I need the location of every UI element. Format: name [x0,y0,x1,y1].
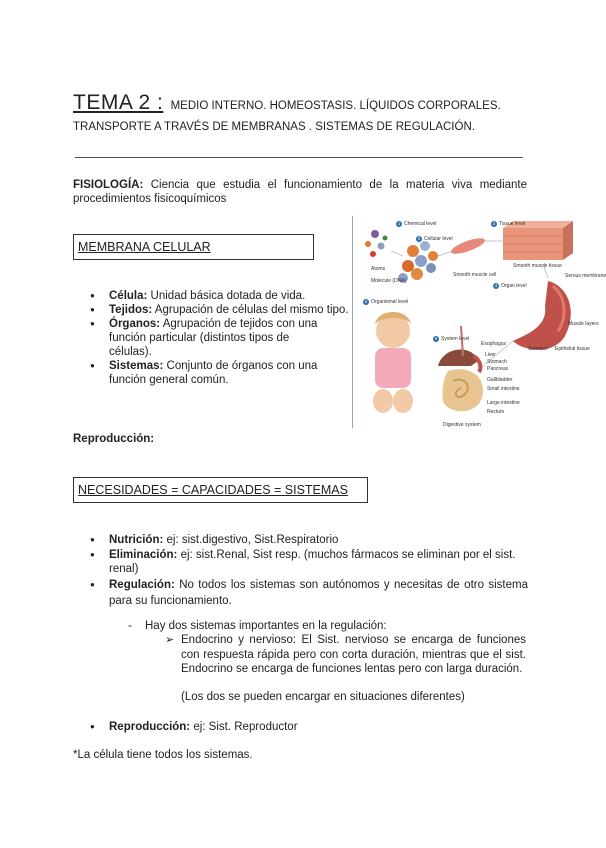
level-number: 2 [417,236,421,241]
divider [75,157,523,158]
list-item [88,303,350,317]
label-liver: Liver [485,352,496,358]
label-epithelial: Epithelial tissue [555,346,590,352]
item-term: Célula: [109,290,148,302]
item-term: Órganos: [109,318,161,330]
regulation-detail: Endocrino y nervioso: El Sist. nervioso se encarga de funciones con respuesta rápida pero con corta duración, mientras que el sist. Endocrino se encarga de funciones lentas pero con larga duración. [181,634,526,675]
label-large-intestine: Large intestine [487,400,520,406]
label-molecule: Molecule (DNA) [371,278,407,284]
item-text: Agrupación de tejidos con una función particular (distintos tipos de células). [109,318,318,358]
sub-dash: - [128,620,132,632]
label-organ: Organ level [501,283,527,289]
level-number: 5 [364,299,368,304]
footnote: *La célula tiene todos los sistemas. [73,749,253,761]
necesidades-heading-box [73,477,368,503]
label-gallbladder: Gallbladder [487,377,513,383]
page-title [73,91,543,114]
label-tissue: Tissue level [499,221,526,227]
item-text: Conjunto de órganos con una función general común. [109,360,318,386]
fisiologia-text: Ciencia que estudia el funcionamiento de la materia viva mediante procedimientos fisicoquímicos [73,179,527,205]
label-digestive: Digestive system [443,422,481,428]
label-stomach-2: Stomach [487,359,507,365]
organization-illustration [353,216,589,428]
label-chemical: Chemical level [404,221,437,227]
label-atoms: Atoms [371,266,386,272]
level-number: 6 [434,336,438,341]
title-number: TEMA 2 : [73,91,164,114]
item-term: Regulación: [109,579,175,591]
list-item [88,720,528,734]
list-item [88,289,350,303]
title-line-1: MEDIO INTERNO. HOMEOSTASIS. LÍQUIDOS CORPORALES. [170,100,501,112]
item-text: ej: sist.digestivo, Sist.Respiratorio [166,534,339,546]
label-smooth-tissue: Smooth muscle tissue [513,263,562,269]
item-term: Sistemas: [109,360,164,372]
membrana-heading: MEMBRANA CELULAR [78,240,211,254]
label-cellular: Cellular level [424,236,453,242]
regulation-note: (Los dos se pueden encargar en situaciones diferentes) [181,691,465,703]
level-number: 3 [492,221,496,226]
necesidades-heading: NECESIDADES = CAPACIDADES = SISTEMAS [78,483,348,497]
label-system: System level [441,336,470,342]
label-smooth-cell: Smooth muscle cell [453,272,497,278]
item-text: Unidad básica dotada de vida. [150,290,306,302]
arrow-bullet: ➢ [165,634,175,646]
regulation-intro: Hay dos sistemas importantes en la regulación: [145,620,387,632]
label-serous: Serous membrane [565,273,606,279]
item-term: Tejidos: [109,304,153,316]
label-muscle: Muscle layers [568,321,599,327]
fisiologia-term: FISIOLOGÍA: [73,179,144,191]
item-text: Agrupación de células del mismo tipo. [154,304,349,316]
reproduccion-list [88,720,528,734]
item-text: No todos los sistemas son autónomos y necesitas de otro sistema para su funcionamiento. [109,579,528,607]
list-item [88,548,528,576]
label-stomach: Stomach [528,346,548,352]
necesidades-list [88,533,528,609]
label-pancreas: Pancreas [487,366,509,372]
membrana-list [88,289,350,387]
reproduccion-label: Reproducción: [73,433,155,445]
level-number: 1 [397,221,401,226]
title-line-2: TRANSPORTE A TRAVÉS DE MEMBRANAS . SISTEMAS DE REGULACIÓN. [73,121,475,133]
item-term: Nutrición: [109,534,164,546]
list-item [88,317,331,359]
label-rectum: Rectum [487,409,505,415]
fisiologia-definition [73,178,527,206]
organization-levels-figure [352,216,606,428]
item-text: ej: sist.Renal, Sist resp. (muchos fármacos se eliminan por el sist. renal) [109,549,516,575]
item-term: Eliminación: [109,549,178,561]
label-small-intestine: Small intestine [487,386,520,392]
list-item [88,577,528,609]
membrana-heading-box [73,234,314,260]
list-item [88,359,341,387]
label-esophagus: Esophagus [481,341,507,347]
item-term: Reproducción: [109,721,191,733]
item-text: ej: Sist. Reproductor [193,721,298,733]
list-item [88,533,528,547]
level-number: 4 [494,283,498,288]
label-organismal: Organismal level [371,299,409,305]
